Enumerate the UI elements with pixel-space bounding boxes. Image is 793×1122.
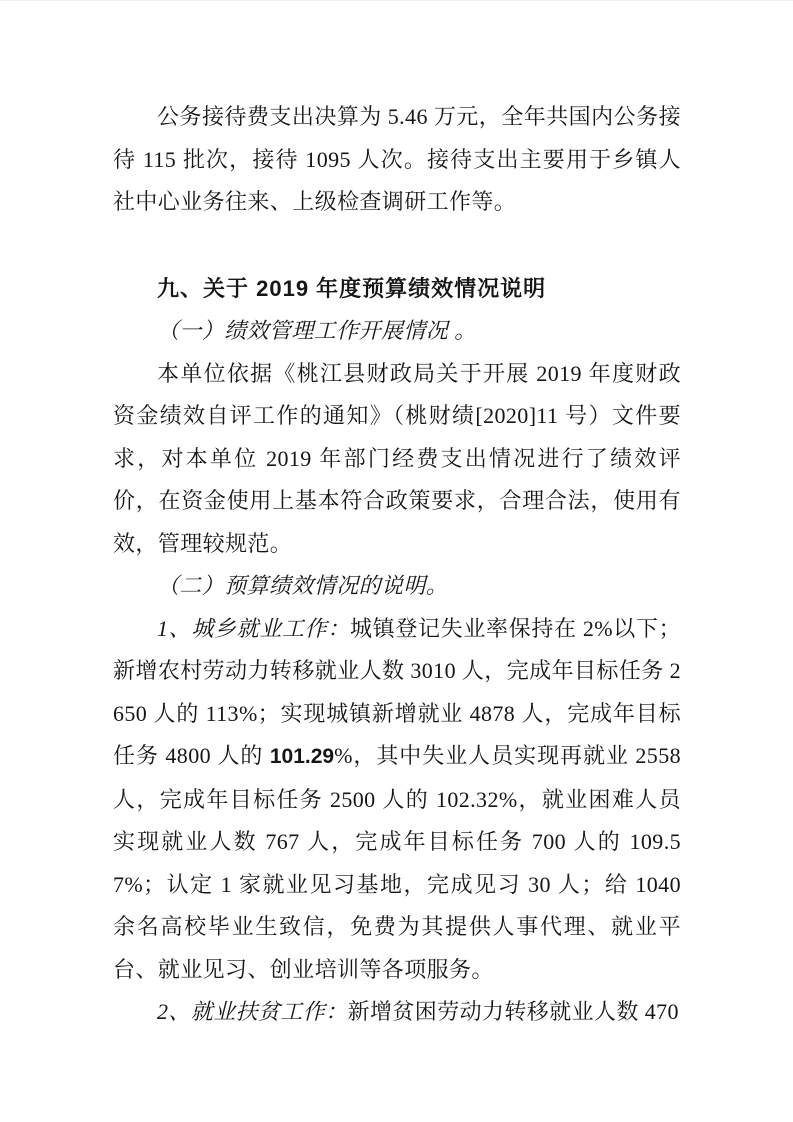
item-one-text-a: 城镇登记失业率保持在 2%以下；新增农村劳动力转移就业人数 3010 人，完成年目标任务 2650 人的 113%；实现城镇新增就业 4878 人，完成年目标任务 4800 人的 [113,615,681,768]
subsection-two-heading: （二）预算绩效情况的说明。 [157,573,449,598]
item-two-text: 新增贫困劳动力转移就业人数 470 [347,999,679,1024]
paragraph-poverty-employment [113,991,681,1034]
subsection-one-heading: （一）绩效管理工作开展情况 。 [157,318,477,343]
item-one-lead: 1、城乡就业工作： [157,615,351,641]
paragraph-urban-rural-employment [113,608,681,992]
item-one-text-b: %，其中失业人员实现再就业 2558 人，完成年目标任务 2500 人的 102.32%，就业困难人员实现就业人数 767 人，完成年目标任务 700 人的 109.57%；认定 1 家就业见习基地，完成见习 30 人；给 1040 余名高校毕业生致信，免费为其提供人事代理、就业平台、就业见习、创业培训等各项服务。 [113,743,681,982]
paragraph-official-reception: 公务接待费支出决算为 5.46 万元，全年共国内公务接待 115 批次，接待 1095 人次。接待支出主要用于乡镇人社中心业务往来、上级检查调研工作等。 [113,104,681,214]
paragraph-performance-basis: 本单位依据《桃江县财政局关于开展 2019 年度财政资金绩效自评工作的通知》（桃财绩[2020]11 号）文件要求，对本单位 2019 年部门经费支出情况进行了绩效评价，在资金使用上基本符合政策要求，合理合法，使用有效，管理较规范。 [113,360,681,556]
item-two-lead: 2、就业扶贫工作： [157,999,348,1024]
section-heading-nine: 九、关于 2019 年度预算绩效情况说明 [157,275,547,301]
item-one-highlight-number: 101.29 [269,745,335,768]
